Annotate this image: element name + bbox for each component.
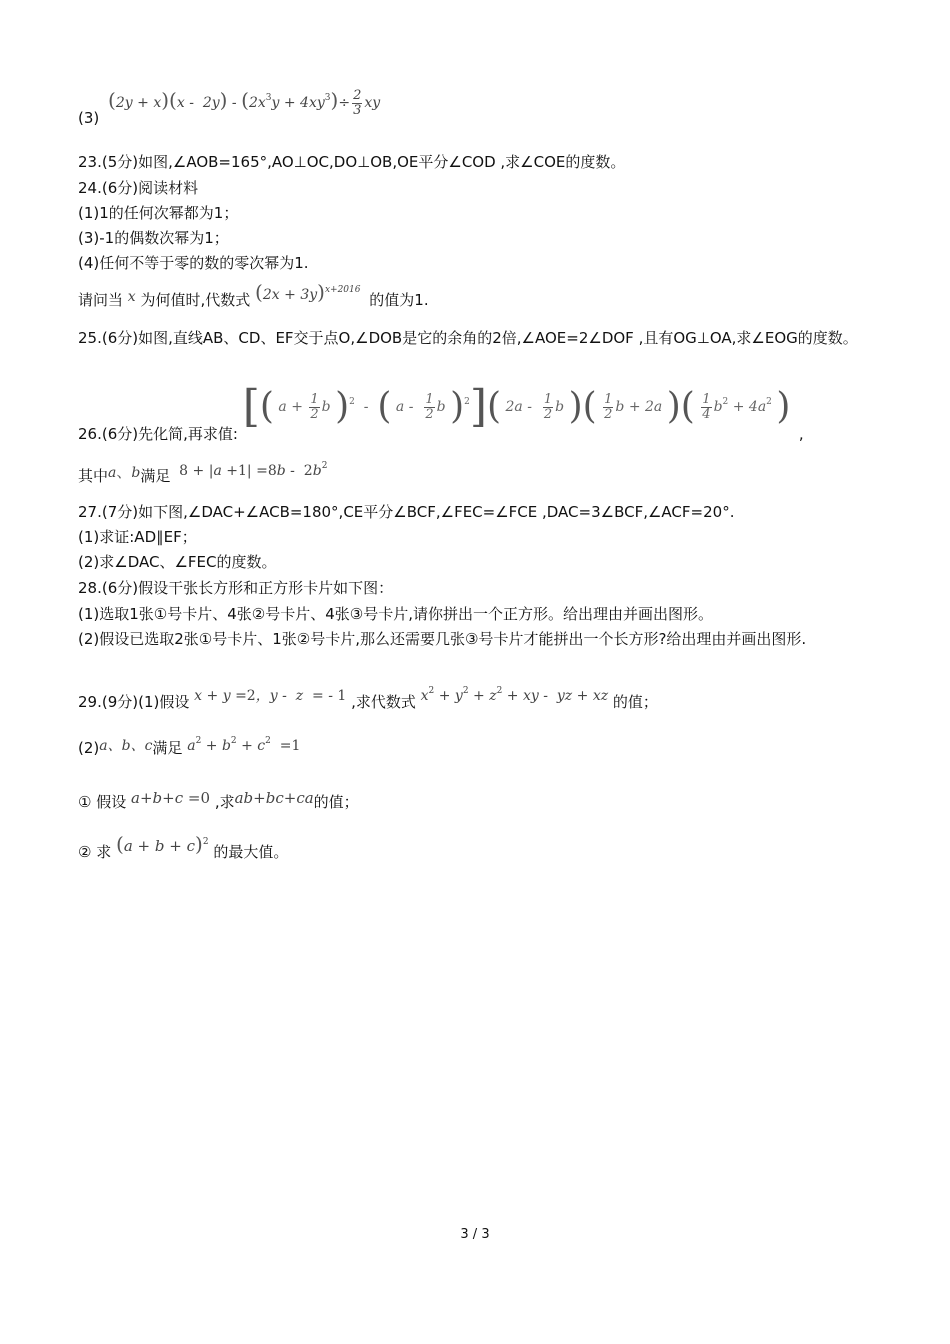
text: 26.(6分)先化简,再求值: [78,425,238,443]
page-number: 3 / 3 [460,1227,490,1242]
question-29 [78,688,658,713]
question-29-sub-1 [78,789,359,812]
expression-q29-target: $x^2 + y^2 + z^2$ + xy - yz + xz [420,686,609,704]
question-23: 23.(5分)如图,∠AOB=165°,AO⊥OC,DO⊥OB,OE平分∠COD ,求∠COE的度数。 [78,153,626,171]
text: 的值； [313,793,359,811]
question-29-part-2 [78,734,300,759]
text: 满足 [140,467,171,485]
var-b: b [131,465,141,481]
expression-q29-condition: $a^2 + b^2 + c^2 =1$ [187,736,301,754]
text: 为何值时,代数式 [140,291,251,309]
question-24-title: 24.(6分)阅读材料 [78,179,199,197]
expression-q24: $(2x + 3y)^{x+2016}$ [255,280,361,304]
text: 、 [116,463,132,481]
text: ① 假设 [78,793,127,811]
expression-q22-3: $(2y + x)(x - 2y) - (2x^3y + 4xy^3)\div$ $\frac{2}{3}$ xy [108,87,381,118]
question-24-item-3: (3)-1的偶数次幂为1； [78,229,229,247]
question-26 [78,380,804,443]
question-24-item-1: (1)1的任何次幂都为1； [78,204,239,222]
expression-q26-condition: $8 + |a +1| =8b - 2b^2$ [179,461,328,479]
text: 的值为1. [369,291,429,309]
text: 的值； [612,693,658,711]
vars-abc: a、b、c [99,738,153,754]
text: 其中 [78,467,109,485]
question-28-part-1: (1)选取1张①号卡片、4张②号卡片、4张③号卡片,请你拼出一个正方形。给出理由并画出图形。 [78,605,713,623]
expression-q26: [( a + $\frac{1}{2}$ b )$^2$ - ( a - $\frac{1}{2}$ b )$^2$]( 2a - $\frac{1}{2}$ b )( $\frac{1}{2}$ b + 2a )( $\frac{1}{4}$ $b^2 + 4a^2$ ) [242,381,791,432]
text: ② 求 [78,843,112,861]
text: 29.(9分)(1)假设 [78,693,190,711]
question-28: 28.(6分)假设干张长方形和正方形卡片如下图： [78,579,394,597]
expression-q29-sub1-target: ab+bc+ca [234,789,314,807]
question-24-ask [78,280,429,311]
question-29-sub-2 [78,832,289,862]
text: 的最大值。 [213,843,289,861]
question-24-item-4: (4)任何不等于零的数的零次幂为1. [78,254,309,272]
text: 请问当 [78,291,124,309]
question-27: 27.(7分)如下图,∠DAC+∠ACB=180°,CE平分∠BCF,∠FEC=∠FCE ,DAC=3∠BCF,∠ACF=20°. [78,503,735,521]
question-26-condition [78,462,327,487]
question-27-part-1: (1)求证:AD∥EF； [78,528,197,546]
expression-q29-sub1-given: a+b+c =0 [131,789,211,807]
part-label: (3) [78,109,100,127]
expression-q29-sub2: $(a + b + c)^2$ [116,832,209,856]
var-x: x [127,289,136,305]
text: (2) [78,739,100,757]
expression-q29-given: x + y =2，y - z = - 1 [194,688,347,704]
q22-part3 [78,87,381,127]
text: 满足 [152,739,183,757]
question-28-part-2: (2)假设已选取2张①号卡片、1张②号卡片,那么还需要几张③号卡片才能拼出一个长方形?给出理由并画出图形. [78,630,807,648]
question-27-part-2: (2)求∠DAC、∠FEC的度数。 [78,553,277,571]
text: ,求代数式 [351,693,416,711]
text: ,求 [214,793,235,811]
text: , [798,425,804,443]
var-a: a [108,465,117,481]
question-25: 25.(6分)如图,直线AB、CD、EF交于点O,∠DOB是它的余角的2倍,∠AOE=2∠DOF ,且有OG⊥OA,求∠EOG的度数。 [78,329,858,347]
